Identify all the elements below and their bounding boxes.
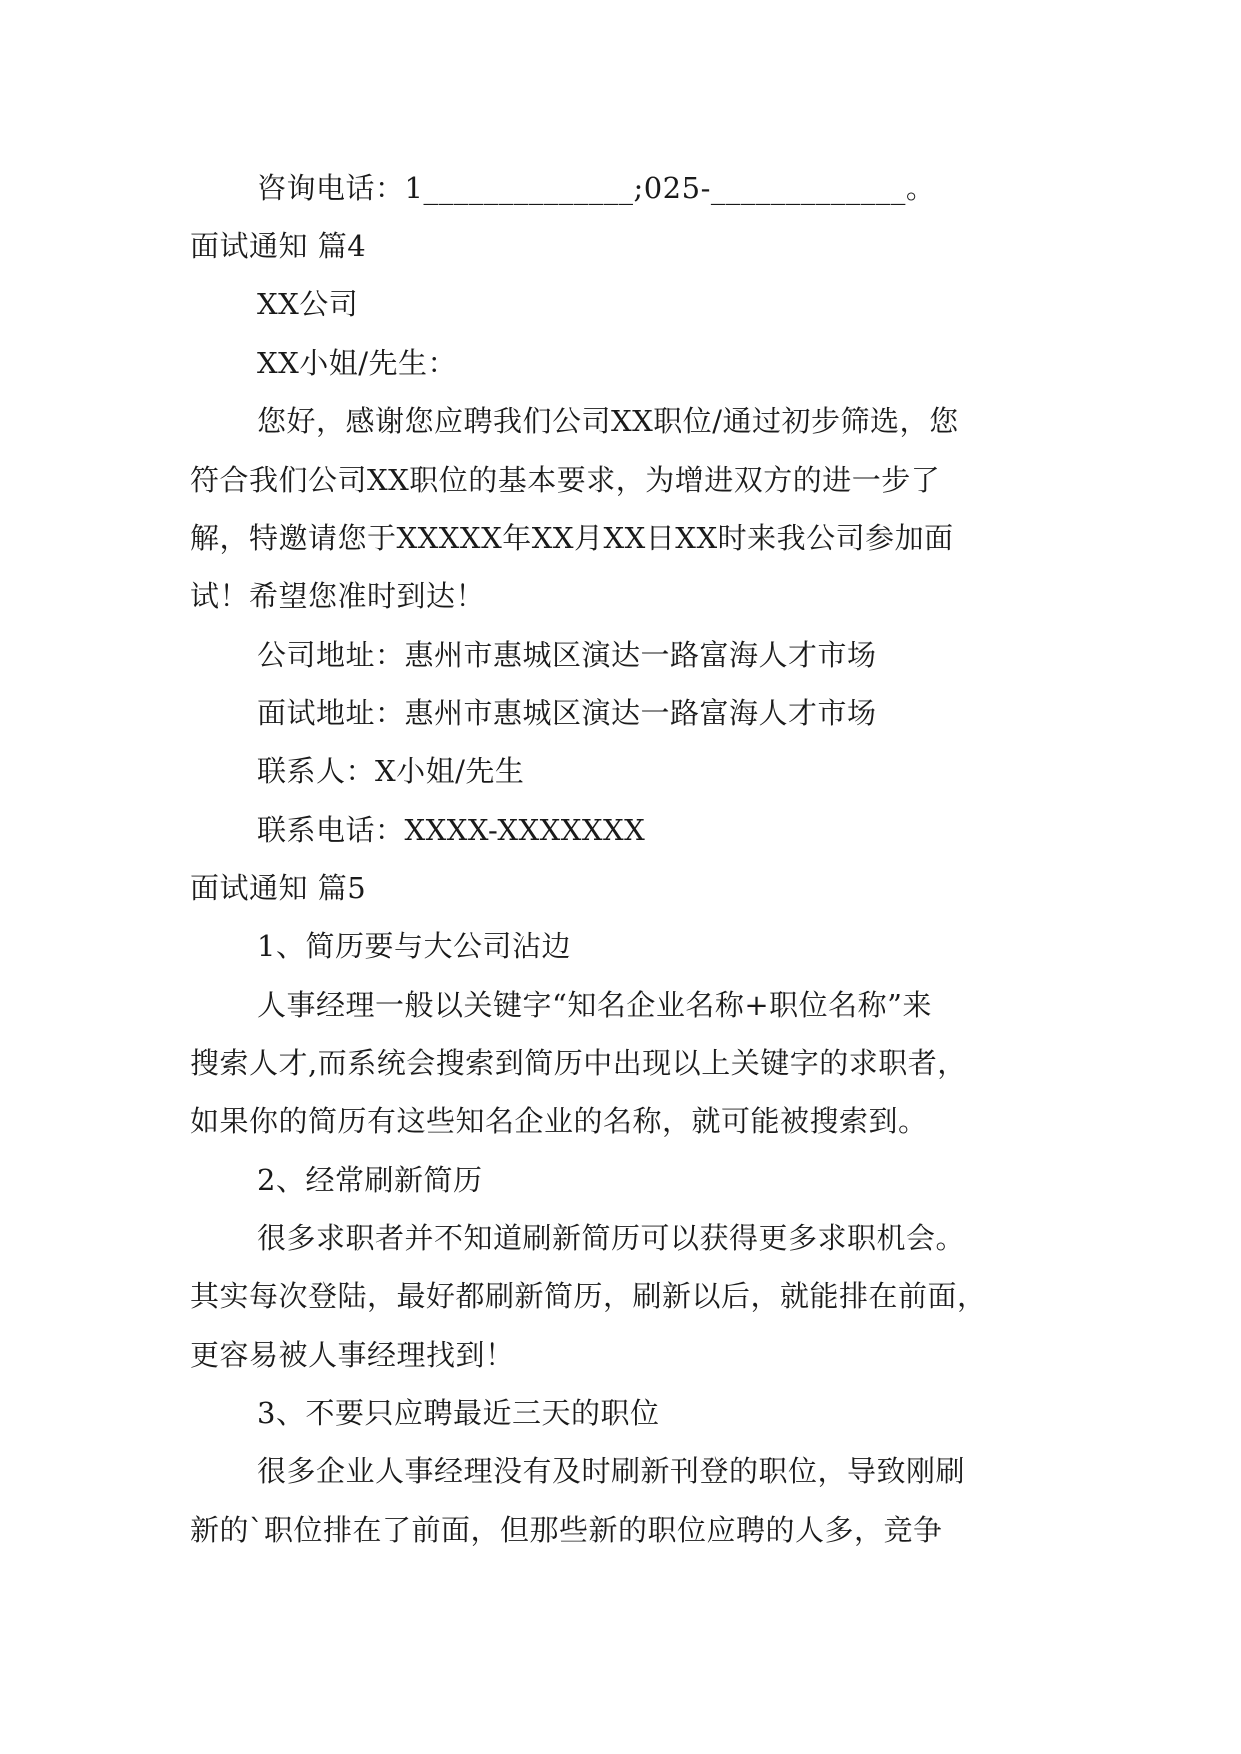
tip-heading-2: 2、经常刷新简历: [257, 1163, 483, 1197]
consult-phone-line: 咨询电话：1______________;025-_____________。: [257, 171, 936, 205]
body-line: 如果你的简历有这些知名企业的名称，就可能被搜索到。: [190, 1104, 928, 1138]
company-name-line: XX公司: [257, 287, 359, 321]
body-line: 新的`职位排在了前面，但那些新的职位应聘的人多，竞争: [190, 1513, 943, 1547]
interview-address-line: 面试地址：惠州市惠城区演达一路富海人才市场: [257, 696, 877, 730]
body-line: 符合我们公司XX职位的基本要求，为增进双方的进一步了: [190, 463, 941, 497]
contact-phone-line: 联系电话：XXXX-XXXXXXX: [257, 813, 646, 847]
tip-heading-3: 3、不要只应聘最近三天的职位: [257, 1396, 660, 1430]
body-line: 解，特邀请您于XXXXX年XX月XX日XX时来我公司参加面: [190, 521, 954, 555]
body-line: 很多求职者并不知道刷新简历可以获得更多求职机会。: [257, 1221, 966, 1255]
contact-person-line: 联系人：X小姐/先生: [257, 754, 525, 788]
body-line: 您好，感谢您应聘我们公司XX职位/通过初步筛选，您: [257, 404, 959, 438]
section-heading-5: 面试通知 篇5: [190, 871, 367, 905]
body-line: 搜索人才,而系统会搜索到简历中出现以上关键字的求职者，: [190, 1046, 967, 1080]
body-line: 很多企业人事经理没有及时刷新刊登的职位，导致刚刷: [257, 1454, 966, 1488]
body-line: 其实每次登陆，最好都刷新简历，刷新以后，就能排在前面，: [190, 1279, 987, 1313]
body-line: 更容易被人事经理找到！: [190, 1338, 515, 1372]
company-address-line: 公司地址：惠州市惠城区演达一路富海人才市场: [257, 638, 877, 672]
tip-heading-1: 1、简历要与大公司沾边: [257, 929, 571, 963]
salutation-line: XX小姐/先生：: [257, 346, 458, 380]
body-line: 人事经理一般以关键字“知名企业名称+职位名称”来: [257, 988, 932, 1022]
body-line: 试！希望您准时到达！: [190, 579, 486, 613]
section-heading-4: 面试通知 篇4: [190, 229, 367, 263]
